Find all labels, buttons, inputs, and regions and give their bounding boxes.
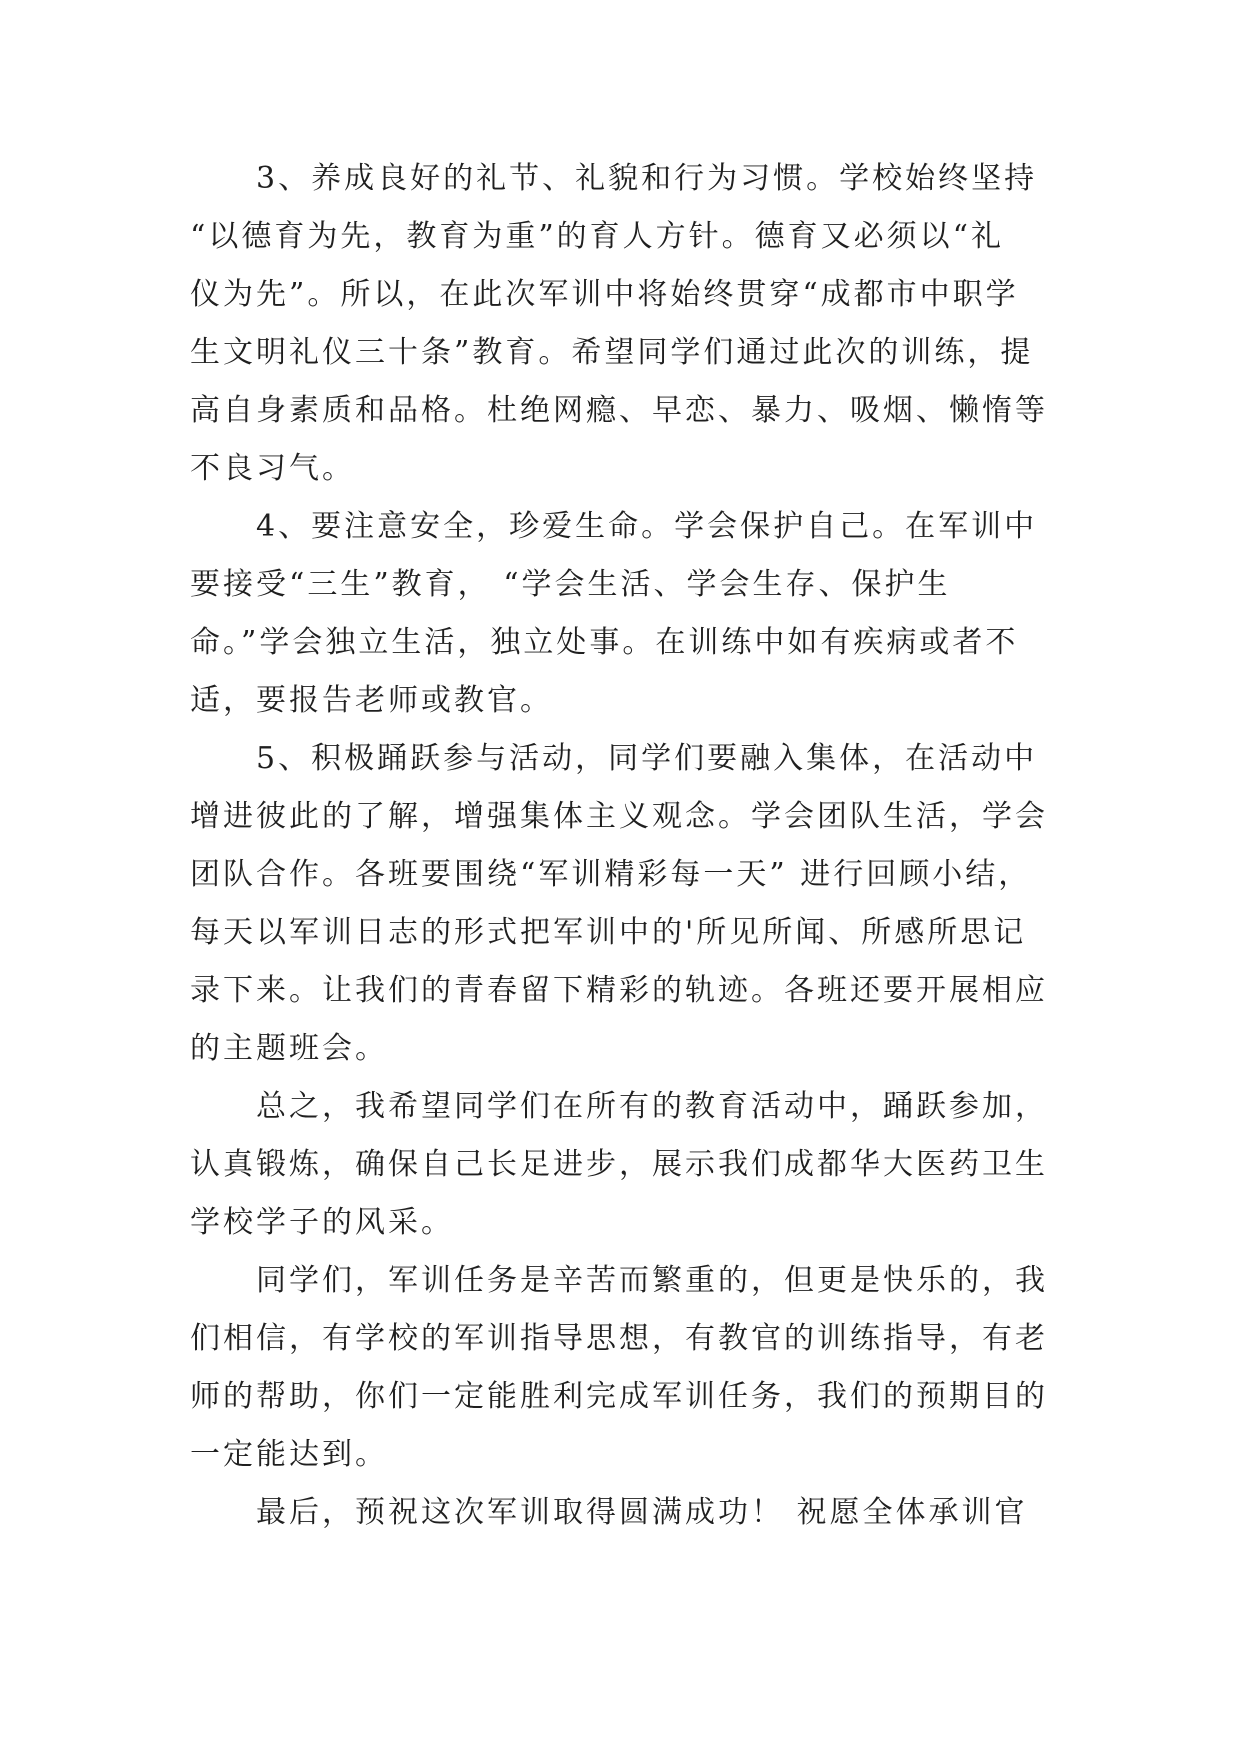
text-line: 增进彼此的了解，增强集体主义观念。学会团队生活，学会 xyxy=(190,799,1048,834)
text-line: 要接受“三生”教育， “学会生活、学会生存、保护生 xyxy=(190,567,951,602)
text-line: 团队合作。各班要围绕“军训精彩每一天” 进行回顾小结， xyxy=(190,857,1032,892)
text-line: 同学们，军训任务是辛苦而繁重的，但更是快乐的，我 xyxy=(256,1263,1048,1298)
text-line: 录下来。让我们的青春留下精彩的轨迹。各班还要开展相应 xyxy=(190,973,1048,1008)
text-line: 3、养成良好的礼节、礼貌和行为习惯。学校始终坚持 xyxy=(256,161,1038,196)
text-line: 4、要注意安全，珍爱生命。学会保护自己。在军训中 xyxy=(256,509,1038,544)
text-line: “以德育为先，教育为重”的育人方针。德育又必须以“礼 xyxy=(190,219,1005,254)
text-line: 命。”学会独立生活，独立处事。在训练中如有疾病或者不 xyxy=(190,625,1019,660)
text-line: 认真锻炼，确保自己长足进步，展示我们成都华大医药卫生 xyxy=(190,1147,1048,1182)
text-line: 生文明礼仪三十条”教育。希望同学们通过此次的训练，提 xyxy=(190,335,1034,370)
text-line: 仪为先”。所以，在此次军训中将始终贯穿“成都市中职学 xyxy=(190,277,1019,312)
text-line: 总之，我希望同学们在所有的教育活动中，踊跃参加， xyxy=(256,1089,1048,1124)
document-body xyxy=(190,150,1060,1542)
text-line: 学校学子的风采。 xyxy=(190,1205,454,1240)
text-line: 的主题班会。 xyxy=(190,1031,388,1066)
text-line: 不良习气。 xyxy=(190,451,355,486)
text-line: 5、积极踊跃参与活动，同学们要融入集体，在活动中 xyxy=(256,741,1038,776)
text-line: 最后，预祝这次军训取得圆满成功！ 祝愿全体承训官 xyxy=(256,1495,1028,1530)
text-line: 一定能达到。 xyxy=(190,1437,388,1472)
text-line: 高自身素质和品格。杜绝网瘾、早恋、暴力、吸烟、懒惰等 xyxy=(190,393,1048,428)
text-line: 们相信，有学校的军训指导思想，有教官的训练指导，有老 xyxy=(190,1321,1048,1356)
text-line: 每天以军训日志的形式把军训中的'所见所闻、所感所思记 xyxy=(190,915,1027,950)
text-line: 适，要报告老师或教官。 xyxy=(190,683,553,718)
text-line: 师的帮助，你们一定能胜利完成军训任务，我们的预期目的 xyxy=(190,1379,1048,1414)
